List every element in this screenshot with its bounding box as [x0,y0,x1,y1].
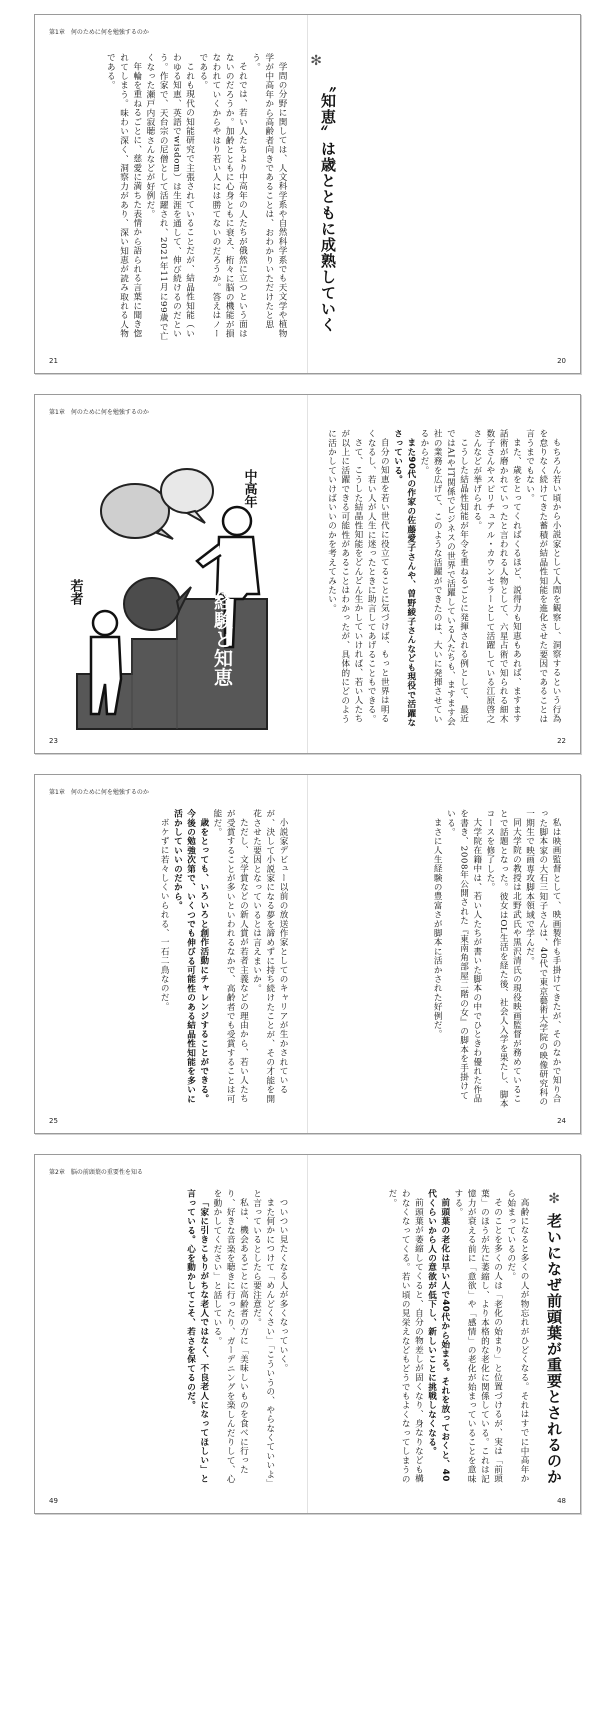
running-header: 第2章 脳の前頭葉の重要性を知る [49,1169,143,1176]
book-spread-1 [34,14,581,374]
section-mark-icon: ✻ [310,53,322,69]
running-header: 第1章 何のために何を勉強するのか [49,409,149,416]
paragraph: 私は映画監督として、映画製作も手掛けてきたが、そのなかで知り合った脚本家の大石三知子さんは、40代で東京藝術大学院の映像研究科の一期生で映画専攻脚本領域で学んだ。 [524,809,561,1107]
paragraph: さて、こうした結晶性知能をどんどん生かしていければ、若い人たちが以上に活躍できる可能性があることはわかったが、具体的にどのように活かしていけばいいのかを考えてみたい。 [326,429,363,724]
paragraph: 前頭葉が萎縮してくると、自分の物差しが固くなり、身なりなども構わなくなってくる。若い頃の見栄えなどもどうでもよくなってしまうのだ。 [386,1189,424,1484]
paragraph: 高齢になると多くの人が物忘れがひどくなる。それはすでに中高年から始まっているのだ。 [505,1189,529,1483]
paragraph: これも現代の知能研究で主張されていることだが、結晶性知能（いわゆる知恵、英語でwisdom）は生涯を通して、伸び続けるのだという。作家で、天台宗の尼僧として活躍され、2021年11月に99歳で亡くなった瀬戸内寂聴さんなどが好例だ。 [144,53,195,341]
paragraph: 前頭葉の老化は早い人で40代から始まる。それを放っておくと、40代くらいから人の意欲が低下し、新しいことに挑戦しなくなる。 [426,1189,450,1482]
body-text-right-page [324,1189,530,1489]
paragraph: ボケずに若々しくいられる、一石二鳥なのだ。 [159,817,170,1011]
paragraph: 「家に引きこもりがちな老人ではなく、不良老人になってほしい」と言っている。心を動かしてこそ、若さを保てるのだ。 [185,1189,209,1483]
paragraph: ただし、文学賞などの新人賞が若者主義などの理由から、若い人たちが受賞することが多いといわれるなかで、高齢者でも受賞することは可能だ。 [211,809,249,1104]
paragraph: 年輪を重ねるごとに、慈愛に満ちた表情から語られる言葉に聞き惚れてしまう。味わい深く、洞察力があり、深い知恵が読み取れる人物である。 [105,53,142,339]
paragraph: 同大学院の教授は北野武氏や黒沢清氏の現役映画監督が務めていることで話題となった。彼女はOL生活を経た後、社会人入学を果たし、脚本コースを修了した。 [484,809,522,1109]
book-spread-4 [34,1154,581,1514]
page-number-right: 22 [557,737,566,745]
running-header: 第1章 何のために何を勉強するのか [49,29,149,36]
book-spread-2 [34,394,581,754]
paragraph: 歳をとっても、いろいろと創作活動にチャレンジすることができる。今後の勉強次第で、いくつでも伸びる可能性のある結晶性知能を多いに活かしていいのだから。 [172,809,209,1104]
paragraph: まさに人生経験の豊富さが脚本に活かされた好例だ。 [432,817,443,1039]
body-text-right-page [326,809,562,1109]
paragraph: 私は、機会あるごとに高齢者の方に「美味しいものを食べに行ったり、好きな音楽を聴きに行ったり、ガーデニングを楽しんだりして、心を動かしてください」と話している。 [211,1189,249,1484]
page-number-right: 20 [557,357,566,365]
speech-bubble [124,578,180,630]
section-mark-icon: ✻ [548,1191,560,1207]
paragraph: 大学院在籍中は、若い人たちが書いた脚本の中でひときわ優れた作品を書き、2008年公開された『東南角部屋二階の女』の脚本を手掛けている。 [445,809,482,1103]
paragraph: 小説家デビュー以前の放送作家としてのキャリアが生かされているが、決して小説家になる夢を諦めずに持ち続けたことが、その才能を開花させた要因となっているとは言えまいか。 [251,809,288,1104]
paragraph: そのことを多くの人は「老化の始まり」と位置づけるが、実は「前頭葉」のほうが先に萎縮し、より本格的な老化に関係している。これは記憶力が衰える前に「意欲」や「感情」の老化が始まっていることを意味する。 [452,1189,503,1484]
paragraph: こうした結晶性知能が年令を重ねるごとに発揮される例として、最近ではAIやIT関係でビジネスの世界で活躍している人たちも、ますます会社の業務を広げて、このような活躍ができたのは、大いに発揮させているからだ。 [418,429,469,727]
body-text-left-page [53,809,289,1109]
page-number-right: 48 [557,1497,566,1505]
page-number-left: 49 [49,1497,58,1505]
illustration [57,429,297,749]
page-number-left: 23 [49,737,58,745]
running-header: 第1章 何のために何を勉強するのか [49,789,149,796]
paragraph: ついつい見たくなる人が多くなっていく。 [278,1197,288,1373]
paragraph: また、歳をとってくればくるほど、説得力も知恵もあれば、ますます話術が磨かれていったと言われる人物として、六星占術で知られる細木数子さんやスピリチュアル・カウンセラーとして活躍している江原啓之さんなどが挙げられる。 [471,429,522,724]
illus-label-young: 若者 [67,579,83,605]
body-text [326,429,562,729]
paragraph: また何かにつけて「めんどくさい」「こういうの、やらなくていいよ」と言っているとしたら要注意だ。 [251,1189,275,1488]
illus-block-text: 経験と知恵 [211,591,233,687]
section-title: 〝知恵〟は歳とともに成熟していく [319,77,337,333]
illus-label-old: 中高年 [241,469,257,508]
page-number-left: 25 [49,1117,58,1125]
page-number-right: 24 [557,1117,566,1125]
section-title: 老いになぜ前頭葉が重要とされるのか [545,1213,563,1485]
body-text-left-page [53,1189,289,1489]
speech-bubble [161,469,213,513]
body-text [105,53,288,343]
paragraph: それでは、若い人たちより中高年の人たちが俄然に立つという面はないのだろうか。加齢とともに心身ともに衰え、桁々に脳の機能が損なわれていくからやはり若い人には勝てないのだろうか。答えはノーである。 [197,53,248,339]
book-spread-3 [34,774,581,1134]
page-number-left: 21 [49,357,58,365]
paragraph: もちろん若い頃から小説家として人間を観察し、洞察するという行為を怠りなく続けてきた蓄積が結晶性知能を進化させた要因であることは言うまでもない。 [524,429,561,724]
paragraph: 学問の分野に関しては、人文科学系や自然科学系でも天文学や植物学が中高年から高齢者向きであることは、おわかりいただけたと思う。 [250,53,287,338]
paragraph: また90代の作家の佐藤愛子さんや、曽野綾子さんなども現役で活躍なさっている。 [392,429,416,727]
young-person-figure [91,611,121,714]
paragraph: 自分の知恵を若い世代に役立てることに気づけば、もっと世界は明るくなるし、若い人が人生に迷ったときに助言してあげることもできる。 [366,429,390,724]
